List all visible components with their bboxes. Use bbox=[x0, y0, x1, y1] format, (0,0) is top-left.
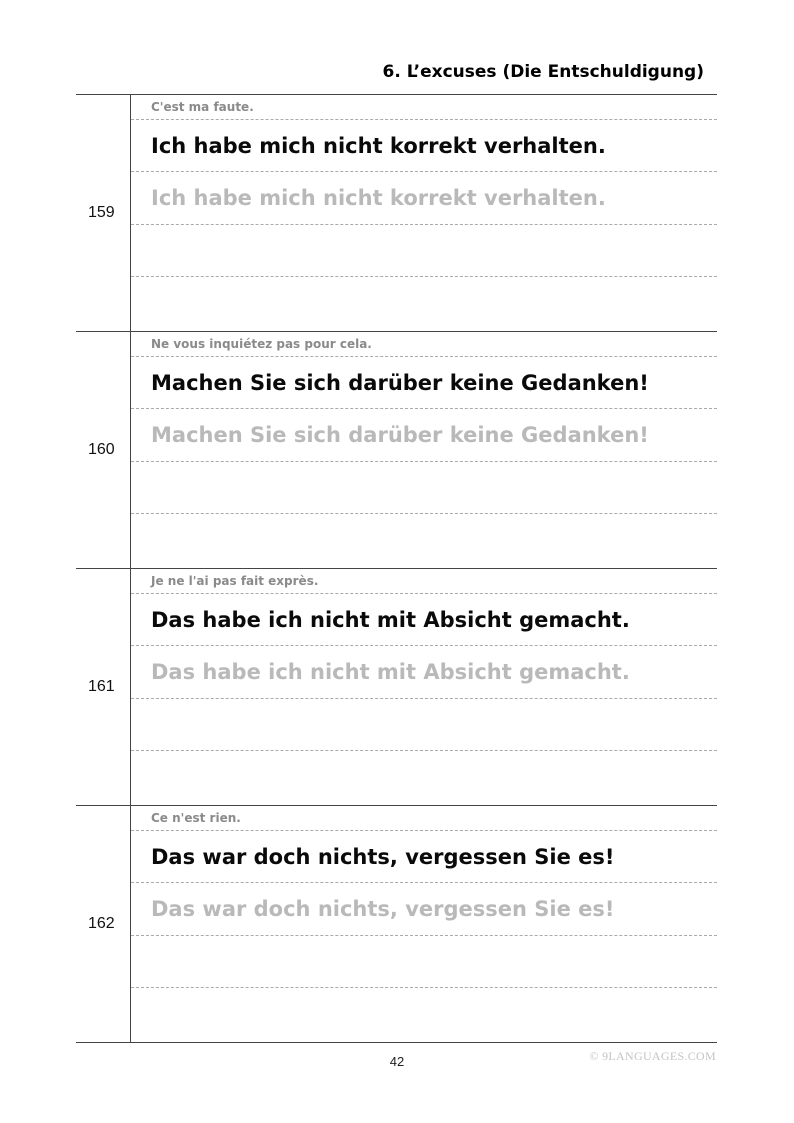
german-trace-sentence: Das war doch nichts, vergessen Sie es! bbox=[131, 883, 717, 936]
german-trace-sentence: Ich habe mich nicht korrekt verhalten. bbox=[131, 172, 717, 225]
practice-worksheet bbox=[76, 94, 717, 1043]
german-sentence: Das habe ich nicht mit Absicht gemacht. bbox=[131, 594, 717, 647]
french-sentence: Ce n'est rien. bbox=[131, 806, 717, 831]
german-sentence: Das war doch nichts, vergessen Sie es! bbox=[131, 831, 717, 884]
writing-lines bbox=[131, 95, 717, 331]
blank-writing-line bbox=[131, 936, 717, 989]
page-number: 42 bbox=[389, 1054, 405, 1069]
page-title: 6. L’excuses (Die Entschuldigung) bbox=[382, 62, 704, 82]
practice-entry bbox=[76, 569, 717, 806]
practice-entry bbox=[76, 806, 717, 1042]
writing-lines bbox=[131, 569, 717, 805]
practice-entry bbox=[76, 95, 717, 332]
writing-lines bbox=[131, 806, 717, 1042]
blank-writing-line bbox=[131, 462, 717, 515]
blank-writing-line bbox=[131, 277, 717, 331]
german-sentence: Ich habe mich nicht korrekt verhalten. bbox=[131, 120, 717, 173]
writing-lines bbox=[131, 332, 717, 568]
blank-writing-line bbox=[131, 699, 717, 752]
entry-number: 161 bbox=[76, 569, 131, 805]
copyright-notice: © 9LANGUAGES.COM bbox=[589, 1049, 716, 1063]
blank-writing-line bbox=[131, 751, 717, 805]
blank-writing-line bbox=[131, 225, 717, 278]
entry-number: 162 bbox=[76, 806, 131, 1042]
entry-number: 160 bbox=[76, 332, 131, 568]
blank-writing-line bbox=[131, 988, 717, 1042]
practice-entry bbox=[76, 332, 717, 569]
blank-writing-line bbox=[131, 514, 717, 568]
entry-number: 159 bbox=[76, 95, 131, 331]
german-trace-sentence: Das habe ich nicht mit Absicht gemacht. bbox=[131, 646, 717, 699]
german-sentence: Machen Sie sich darüber keine Gedanken! bbox=[131, 357, 717, 410]
french-sentence: Je ne l'ai pas fait exprès. bbox=[131, 569, 717, 594]
french-sentence: C'est ma faute. bbox=[131, 95, 717, 120]
french-sentence: Ne vous inquiétez pas pour cela. bbox=[131, 332, 717, 357]
german-trace-sentence: Machen Sie sich darüber keine Gedanken! bbox=[131, 409, 717, 462]
